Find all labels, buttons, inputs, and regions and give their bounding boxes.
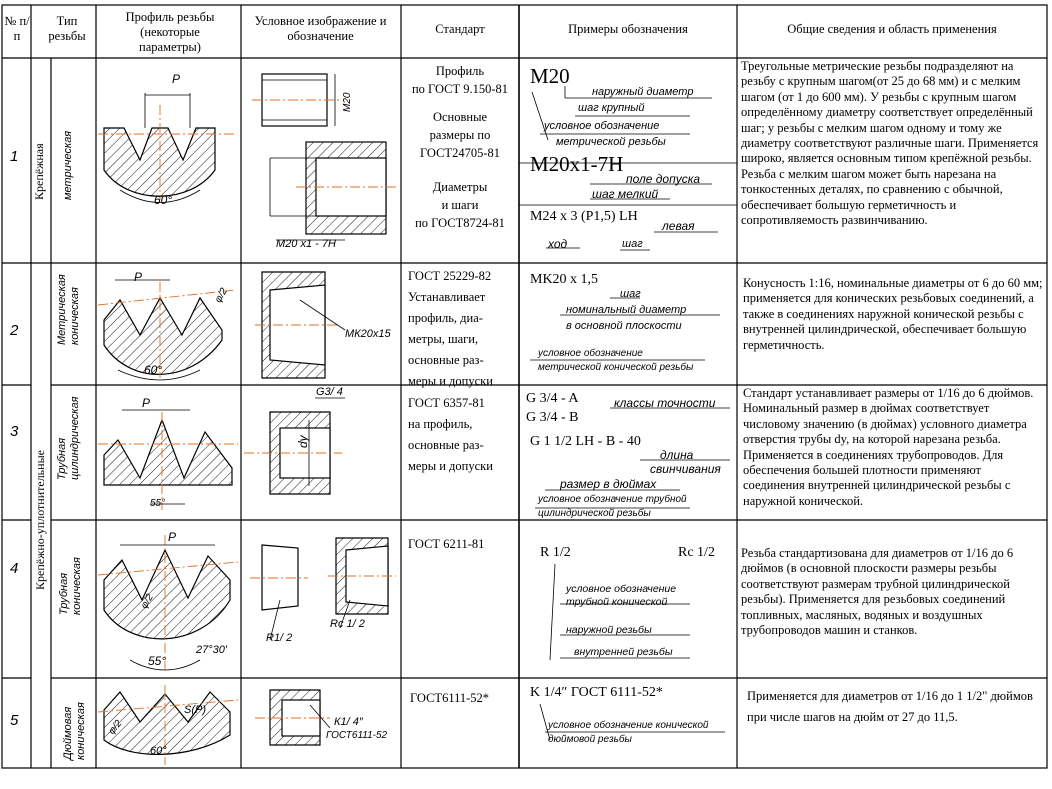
example-annotation: условное обозначение bbox=[544, 120, 660, 132]
example-annotation: условное обозначение bbox=[566, 583, 677, 595]
row-num: 4 bbox=[10, 560, 19, 577]
header-examples: Примеры обозначения bbox=[568, 22, 688, 36]
header-type: Тип резьбы bbox=[48, 14, 86, 43]
example-annotation: шаг bbox=[620, 288, 641, 300]
example-designation: G 1 1/2 LH - B - 40 bbox=[530, 434, 641, 449]
image-label: dy bbox=[296, 435, 310, 448]
angle-label: 55° bbox=[150, 498, 166, 509]
standard-text: ГОСТ6111-52* bbox=[410, 691, 490, 705]
image-label: Rc 1/ 2 bbox=[330, 618, 365, 630]
example-annotation: размер в дюймах bbox=[560, 477, 657, 491]
info-text: Применяется для диаметров от 1/16 до 1 1/2" дюймов при числе шагов на дюйм от 27 до 11,5. bbox=[747, 689, 1033, 724]
example-annotation: левая bbox=[662, 219, 695, 233]
image-inch-conic-drawing bbox=[255, 690, 330, 745]
example-annotation: ход bbox=[548, 237, 568, 251]
example-annotation: шаг мелкий bbox=[592, 187, 659, 201]
header-num: № п/п bbox=[4, 14, 30, 43]
example-designation: G 3/4 - B bbox=[526, 410, 579, 425]
example-designation: Rc 1/2 bbox=[678, 545, 715, 560]
row-num: 1 bbox=[10, 148, 19, 165]
example-designation: M20x1-7H bbox=[530, 152, 624, 176]
image-label: М20 х1 - 7Н bbox=[276, 238, 336, 250]
image-label: ГОСТ6111-52 bbox=[326, 730, 388, 741]
image-label: М20 bbox=[342, 92, 353, 112]
standard-text: Профиль по ГОСТ 9.150-81 Основные размеры по ГОСТ24705-81 Диаметры и шаги по ГОСТ8724-81 bbox=[411, 64, 509, 230]
info-text: Резьба стандартизована для диаметров от 1/16 до 6 дюймов (в основной плоскости размеры резьбы соответствуют размерам трубной цилиндрической резьбы). Применяется для резьбовых соединений топливных, масляных, водяных и воздушных трубопроводов машин и станков. bbox=[741, 546, 1014, 638]
example-annotation: шаг bbox=[622, 238, 643, 250]
row-num: 5 bbox=[10, 712, 19, 729]
example-annotation: внутренней резьбы bbox=[574, 646, 673, 658]
header-standard: Стандарт bbox=[435, 22, 485, 36]
thread-type-label: Метрическая коническая bbox=[56, 274, 81, 345]
example-designation: M24 x 3 (P1,5) LH bbox=[530, 209, 638, 224]
example-annotation: номинальный диаметр bbox=[566, 304, 687, 316]
example-annotation: метрической конической резьбы bbox=[538, 362, 694, 373]
image-metric-drawing bbox=[252, 74, 396, 240]
example-annotation: цилиндрической резьбы bbox=[538, 508, 651, 519]
example-annotation: дюймовой резьбы bbox=[548, 734, 632, 745]
thread-type-label: метрическая bbox=[62, 130, 74, 200]
angle-label: 60° bbox=[144, 363, 163, 377]
group-sealing: Крепёжно-уплотнительные bbox=[33, 450, 47, 590]
profile-pipe-cyl-drawing bbox=[98, 410, 238, 510]
info-text: Треугольные метрические резьбы подразделяют на резьбу с крупным шагом(от 25 до 68 мм) и с мелким шагом (от 1 до 600 мм). У резьбы с крупным шагом определённому диаметру соответствует определённый шаг; у резьбы с мелким шагом одному и тому же диаметру соответствуют различные шаги. Применяется широко, является основным типом крепёжной резьбы. Резьба с мелким шагом может быть нарезана на тонкостенных деталях, по сравнению с обычной, обеспечивает большую герметичность и сопротивляемость развинчиванию. bbox=[741, 59, 1039, 228]
header-info: Общие сведения и область применения bbox=[787, 22, 997, 36]
example-designation: MK20 x 1,5 bbox=[530, 272, 599, 287]
example-annotation: поле допуска bbox=[626, 172, 701, 186]
header-profile: Профиль резьбы (некоторые параметры) bbox=[125, 10, 215, 54]
angle-label: 60° bbox=[150, 745, 167, 757]
example-designation: K 1/4″ ГОСТ 6111-52* bbox=[530, 685, 663, 700]
standard-text: ГОСТ 6211-81 bbox=[408, 537, 485, 551]
pitch-label: P bbox=[168, 530, 177, 544]
example-annotation: классы точности bbox=[614, 396, 716, 410]
pitch-label: P bbox=[142, 396, 151, 410]
group-fastening: Крепёжная bbox=[32, 143, 46, 200]
image-pipe-conic-drawing bbox=[250, 538, 396, 640]
image-pipe-cyl-drawing bbox=[244, 398, 345, 494]
image-label: G3/ 4 bbox=[316, 386, 343, 398]
standard-text: ГОСТ 25229-82 Устанавливает профиль, диа- метры, шаги, основные раз- меры и допуски bbox=[408, 269, 493, 388]
angle-label: 55° bbox=[148, 654, 167, 668]
phi-label: φ/2 bbox=[138, 592, 156, 611]
example-annotation: свинчивания bbox=[650, 462, 721, 476]
example-annotation: условное обозначение bbox=[538, 348, 643, 359]
example-designation: G 3/4 - A bbox=[526, 391, 579, 406]
angle-label: 60° bbox=[154, 193, 173, 207]
example-annotation: метрической резьбы bbox=[556, 136, 666, 148]
header-image: Условное изображение и обозначение bbox=[254, 14, 387, 43]
image-metric-conic-drawing bbox=[255, 272, 345, 378]
image-label: МК20х15 bbox=[345, 328, 391, 340]
example-annotation: в основной плоскости bbox=[566, 320, 682, 332]
row-num: 3 bbox=[10, 423, 19, 440]
pitch-label: P bbox=[134, 270, 143, 284]
example-annotation: условное обозначение конической bbox=[548, 720, 709, 731]
phi-label: φ/2 bbox=[212, 286, 230, 305]
thread-type-label: Дюймовая коническая bbox=[62, 702, 87, 760]
row-num: 2 bbox=[10, 322, 19, 339]
thread-type-label: Трубная цилиндрическая bbox=[56, 396, 81, 480]
example-annotation: условное обозначение трубной bbox=[538, 494, 687, 505]
example-annotation: длина bbox=[660, 448, 694, 462]
image-label: R1/ 2 bbox=[266, 632, 293, 644]
standard-text: ГОСТ 6357-81 на профиль, основные раз- меры и допуски bbox=[408, 396, 493, 473]
info-text: Конусность 1:16, номинальные диаметры от 6 до 60 мм; применяется для конических резьбовых соединений, а также в соединениях наружной конической резьбы с внутренней цилиндрической, обеспечивает большую герметичность. bbox=[743, 276, 1043, 352]
pitch-label: P bbox=[172, 72, 181, 86]
info-text: Стандарт устанавливает размеры от 1/16 до 6 дюймов. Номинальный размер в дюймах соответствует числовому значению (в дюймах) условного диаметра отверстия трубы dy, на которой нарезана резьба. Применяется в соединениях трубопроводов. Для обеспечения большей плотности применяют соединения внутренней цилиндрической резьбы с наружной конической. bbox=[743, 386, 1034, 508]
example-annotation: шаг крупный bbox=[578, 102, 645, 114]
half-angle-label: 27°30′ bbox=[196, 644, 227, 656]
thread-type-label: Трубная коническая bbox=[58, 557, 83, 615]
example-annotation: наружный диаметр bbox=[592, 86, 694, 98]
example-annotation: наружной резьбы bbox=[566, 624, 652, 636]
pitch-label: S(P) bbox=[184, 704, 206, 716]
example-annotation: трубной конической bbox=[566, 596, 668, 608]
example-designation: R 1/2 bbox=[540, 545, 571, 560]
example-designation: M20 bbox=[530, 64, 570, 88]
image-label: К1/ 4″ bbox=[334, 716, 363, 728]
profile-metric-drawing bbox=[98, 93, 236, 203]
phi-label: φ/2 bbox=[106, 718, 125, 737]
